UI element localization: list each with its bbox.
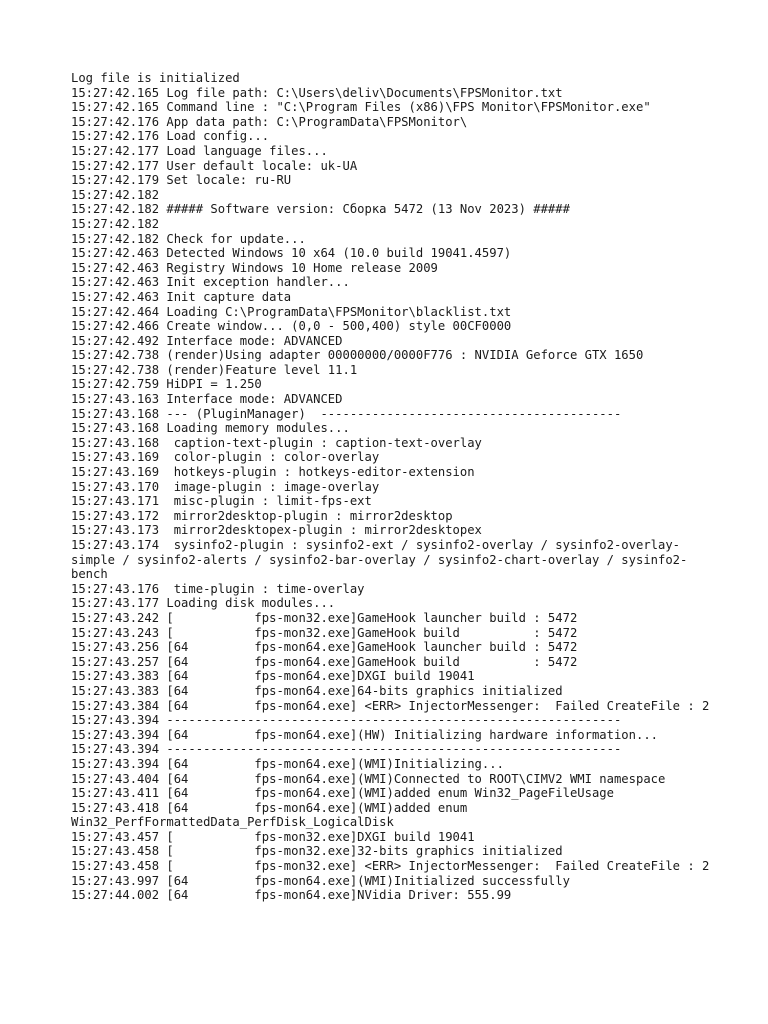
log-line: 15:27:43.177 Loading disk modules... (71, 596, 336, 611)
log-line: 15:27:42.464 Loading C:\ProgramData\FPSMonitor\blacklist.txt (71, 304, 512, 319)
log-line: 15:27:42.738 (render)Using adapter 00000000/0000F776 : NVIDIA Geforce GTX 1650 (71, 348, 644, 363)
log-line: 15:27:43.170 image-plugin : image-overlay (71, 479, 380, 494)
log-line: 15:27:43.243 [ fps-mon32.exe]GameHook build : 5472 (71, 625, 578, 640)
log-line: 15:27:43.394 -------------------------------------------------------------- (71, 742, 622, 757)
log-line: 15:27:43.168 Loading memory modules... (71, 421, 350, 436)
log-line: 15:27:42.176 Load config... (71, 129, 270, 144)
log-line: 15:27:43.404 [64 fps-mon64.exe](WMI)Connected to ROOT\CIMV2 WMI namespace (71, 771, 666, 786)
log-line: 15:27:43.168 caption-text-plugin : caption-text-overlay (71, 435, 482, 450)
log-line: 15:27:42.759 HiDPI = 1.250 (71, 377, 262, 392)
log-line: 15:27:42.463 Registry Windows 10 Home release 2009 (71, 260, 438, 275)
log-line: 15:27:43.394 [64 fps-mon64.exe](WMI)Initializing... (71, 756, 504, 771)
log-line: 15:27:43.168 --- (PluginManager) ----------------------------------------- (71, 406, 622, 421)
log-line: 15:27:42.466 Create window... (0,0 - 500,400) style 00CF0000 (71, 319, 512, 334)
log-line: 15:27:42.177 Load language files... (71, 143, 328, 158)
log-line: 15:27:43.257 [64 fps-mon64.exe]GameHook build : 5472 (71, 654, 578, 669)
log-line: 15:27:42.165 Log file path: C:\Users\deliv\Documents\FPSMonitor.txt (71, 85, 563, 100)
log-line: 15:27:42.463 Init exception handler... (71, 275, 350, 290)
log-line: 15:27:43.383 [64 fps-mon64.exe]64-bits graphics initialized (71, 683, 563, 698)
log-line: 15:27:43.173 mirror2desktopex-plugin : mirror2desktopex (71, 523, 482, 538)
log-line: 15:27:43.418 [64 fps-mon64.exe](WMI)added enum Win32_PerfFormattedData_PerfDisk_LogicalDisk (71, 800, 475, 830)
log-line: 15:27:43.174 sysinfo2-plugin : sysinfo2-ext / sysinfo2-overlay / sysinfo2-overlay-simple / sysinfo2-alerts / sysinfo2-bar-overlay / sysinfo2-chart-overlay / sysinfo2-bench (71, 538, 688, 582)
log-line: 15:27:43.171 misc-plugin : limit-fps-ext (71, 494, 372, 509)
log-line: 15:27:42.165 Command line : "C:\Program Files (x86)\FPS Monitor\FPSMonitor.exe" (71, 100, 651, 115)
log-line: 15:27:43.163 Interface mode: ADVANCED (71, 392, 343, 407)
log-line: 15:27:43.169 hotkeys-plugin : hotkeys-editor-extension (71, 465, 475, 480)
log-line: 15:27:42.463 Detected Windows 10 x64 (10.0 build 19041.4597) (71, 246, 512, 261)
log-line: 15:27:43.172 mirror2desktop-plugin : mirror2desktop (71, 508, 453, 523)
log-line: 15:27:43.384 [64 fps-mon64.exe] <ERR> InjectorMessenger: Failed CreateFile : 2 (71, 698, 710, 713)
log-line: 15:27:42.182 Check for update... (71, 231, 306, 246)
log-line: 15:27:43.256 [64 fps-mon64.exe]GameHook launcher build : 5472 (71, 640, 578, 655)
log-line: 15:27:43.411 [64 fps-mon64.exe](WMI)added enum Win32_PageFileUsage (71, 786, 614, 801)
log-line: 15:27:43.383 [64 fps-mon64.exe]DXGI build 19041 (71, 669, 475, 684)
log-line: 15:27:42.177 User default locale: uk-UA (71, 158, 358, 173)
document-page (71, 71, 711, 903)
log-text (71, 71, 711, 903)
log-line: 15:27:42.463 Init capture data (71, 289, 292, 304)
log-line: 15:27:42.492 Interface mode: ADVANCED (71, 333, 343, 348)
log-line: 15:27:42.182 ##### Software version: Сборка 5472 (13 Nov 2023) ##### (71, 202, 570, 217)
log-line: 15:27:43.458 [ fps-mon32.exe]32-bits graphics initialized (71, 844, 563, 859)
log-line: 15:27:43.457 [ fps-mon32.exe]DXGI build 19041 (71, 829, 475, 844)
log-line: 15:27:43.169 color-plugin : color-overlay (71, 450, 380, 465)
log-line: 15:27:42.179 Set locale: ru-RU (71, 173, 292, 188)
log-line: 15:27:43.394 -------------------------------------------------------------- (71, 713, 622, 728)
log-line: 15:27:43.458 [ fps-mon32.exe] <ERR> InjectorMessenger: Failed CreateFile : 2 (71, 859, 710, 874)
log-line: 15:27:43.997 [64 fps-mon64.exe](WMI)Initialized successfully (71, 873, 570, 888)
log-line: 15:27:42.182 (71, 187, 160, 202)
log-line: Log file is initialized (71, 71, 240, 85)
log-line: 15:27:43.242 [ fps-mon32.exe]GameHook launcher build : 5472 (71, 610, 578, 625)
log-line: 15:27:44.002 [64 fps-mon64.exe]NVidia Driver: 555.99 (71, 888, 512, 903)
log-line: 15:27:43.394 [64 fps-mon64.exe](HW) Initializing hardware information... (71, 727, 658, 742)
log-line: 15:27:42.182 (71, 216, 160, 231)
log-line: 15:27:43.176 time-plugin : time-overlay (71, 581, 365, 596)
log-line: 15:27:42.738 (render)Feature level 11.1 (71, 362, 358, 377)
log-line: 15:27:42.176 App data path: C:\ProgramData\FPSMonitor\ (71, 114, 468, 129)
